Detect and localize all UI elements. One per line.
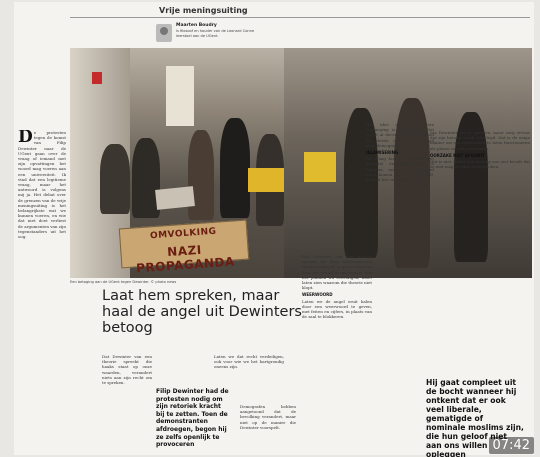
rubric-divider [70,17,530,18]
protest-photo [70,48,284,278]
bottom-column-2: Laten we dat recht verdedigen, ook voor wie we het hartgrondig oneens zijn. [214,354,284,370]
author-name: Maarten Boudry [176,23,217,28]
subhead-weerwoord: WEERWOORD [302,292,333,298]
author-avatar [156,24,172,42]
bottom-column-3: Demografen hebben aangetoond dat de bevolking verandert, maar niet op de manier die Dewinter voorspelt. [240,404,296,430]
author-bio: is filosoof en houder van de Leonard Conne leerstoel aan de UGent. [176,29,255,38]
photo-caption: Een betoging aan de UGent tegen Dewinter. © photo news [70,280,177,284]
article-column-1: De protesten tegen de komst van Filip Dewinter naar de UGent gaan over de vraag of iemand met zijn opvattingen het woord mag voeren aan een universiteit. Ik vind dat een legitieme vraag, maar het antwoord is volgens mij ja. Het debat over de grenzen van de vrije meningsuiting is het belangrijkste wat we kunnen voeren, en wie dat niet doet verliest de argumenten van zijn tegenstanders uit het oog. [18,130,66,240]
subhead-oorzake: OORZAKE NIET AFGONIT [430,152,485,158]
article-column-4: Sta Dewinter toe te spreken, maar zorg ervoor dat zijn betoog wordt weerlegd. Dat is de enige manier om een universiteit te laten functioneren als plaats van vrij onderzoek. OORZAKE NIET AFGONIT Het is niet omdat een mening ons niet bevalt dat ze niet mag worden uitgesproken. [430,130,530,170]
section-rubric: Vrije meningsuiting [159,6,248,15]
pull-quote-2: Hij gaat compleet uit de bocht wanneer hij ontkent dat er ook veel liberale, gematigde of nominale moslims zijn, die hun geloof niet aan ons willen opleggen [426,378,524,457]
video-timestamp: 07:42 [489,437,534,454]
subhead-islamisering: ISLAMISERING [366,150,399,156]
banner-line-2: NAZI PROPAGANDA [135,242,236,276]
newspaper-page [14,2,534,455]
protest-banner [119,220,249,276]
article-column-3: Het idee van een grote vervanging is niet nieuw. Het wordt al decennia rondgestrooid en steeds opnieuw weerlegd door demografen. ISLAMISERING De vraag hoe we omgaan met migratie en islamisering is legitiem, maar het antwoord moet komen uit het debat zelf, niet uit het verbieden ervan. [366,122,434,183]
pull-quote-1: Filip Dewinter had de protesten nodig om zijn retoriek kracht bij te zetten. Toen de demonstranten afdroegen, begon hij ze zelfs openlijk te provoceren [156,388,229,449]
bottom-column-1: Dat Dewinter van een theorie spreekt die haaks staat op onze waarden, verandert niets aan zijn recht om te spreken. [102,354,152,386]
exit-sign [92,72,102,84]
banner-line-1: OMVOLKING [149,226,217,242]
article-column-2: Dat Dewinter van een theorie spreekt die door extreemrechts wordt verspreid, is geen reden om hem het woord te ontzeggen. Wie het publiek wil overtuigen, moet laten zien waarom die theorie niet klopt. WEERWOORD Laten we de angel eruit halen door een weerwoord te geven, met feiten en cijfers, in plaats van de zaal te blokkeren. [302,254,372,320]
article-headline: Laat hem spreken, maar haal de angel uit Dewinters betoog [102,288,302,336]
